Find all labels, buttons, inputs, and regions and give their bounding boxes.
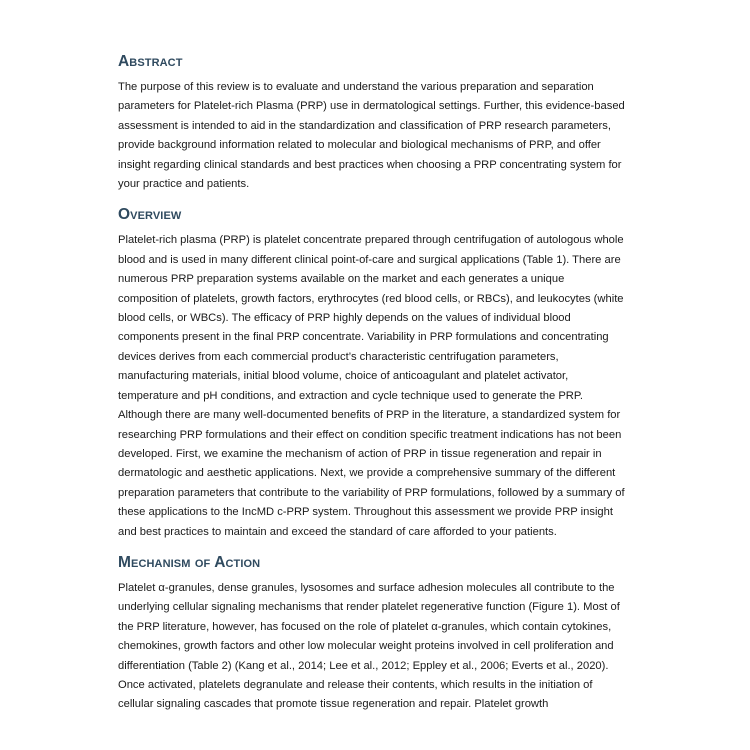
text-line: Once activated, platelets degranulate and release their contents, which results in the initiation of	[118, 678, 593, 691]
text-line: numerous PRP preparation systems available on the market and each generates a unique	[118, 273, 565, 286]
mechanism-section	[118, 553, 638, 715]
text-line: cellular signaling cascades that promote tissue regeneration and repair. Platelet growth	[118, 698, 549, 711]
text-line: The purpose of this review is to evaluate and understand the various preparation and separation	[118, 81, 594, 93]
text-line: parameters for Platelet-rich Plasma (PRP) use in dermatological settings. Further, this evidence-based	[118, 100, 625, 113]
text-line: blood and is used in many different clinical point-of-care and surgical applications (Table 1). There are	[118, 253, 621, 266]
text-line: manufacturing materials, initial blood volume, choice of anticoagulant and platelet activator,	[118, 370, 569, 383]
text-line: these applications to the IncMD c-PRP system. Throughout this assessment we provide PRP insight	[118, 506, 613, 519]
text-line: underlying cellular signaling mechanisms that render platelet regenerative function (Figure 1). Most of	[118, 601, 620, 614]
text-line: differentiation (Table 2) (Kang et al., 2014; Lee et al., 2012; Eppley et al., 2006; Everts et al., 2020).	[118, 659, 609, 672]
text-line: blood cells, or WBCs). The efficacy of PRP highly depends on the values of individual blood	[118, 312, 571, 325]
text-line: chemokines, growth factors and other low molecular weight proteins involved in cell proliferation and	[118, 640, 614, 653]
abstract-paragraph	[118, 78, 638, 194]
text-line: researching PRP formulations and their effect on condition specific treatment indications has not been	[118, 428, 622, 441]
overview-section	[118, 205, 638, 542]
text-line: the PRP literature, however, has focused on the role of platelet α-granules, which contain cytokines,	[118, 620, 612, 633]
mechanism-heading: Mechanism of Action	[118, 553, 261, 571]
abstract-heading: Abstract	[118, 53, 183, 70]
text-line: Platelet-rich plasma (PRP) is platelet concentrate prepared through centrifugation of autologous whole	[118, 234, 624, 247]
text-line: assessment is intended to aid in the standardization and classification of PRP research parameters,	[118, 119, 611, 132]
text-line: insight regarding clinical standards and best practices when choosing a PRP concentrating system for	[118, 158, 622, 171]
text-line: Although there are many well-documented benefits of PRP in the literature, a standardized system for	[118, 409, 621, 422]
document-page	[118, 52, 638, 715]
text-line: provide background information related to molecular and biological mechanisms of PRP, and offer	[118, 139, 601, 152]
overview-heading: Overview	[118, 206, 182, 224]
mechanism-paragraph	[118, 579, 638, 715]
text-line: components present in the final PRP concentrate. Variability in PRP formulations and concentrating	[118, 331, 609, 344]
text-line: devices derives from each commercial product’s characteristic centrifugation parameters,	[118, 350, 559, 363]
text-line: dermatologic and aesthetic applications. Next, we provide a comprehensive summary of the different	[118, 467, 616, 480]
text-line: preparation parameters that contribute to the variability of PRP formulations, followed by a summary of	[118, 486, 625, 499]
text-line: composition of platelets, growth factors, erythrocytes (red blood cells, or RBCs), and leukocytes (white	[118, 292, 624, 305]
text-line: Platelet α-granules, dense granules, lysosomes and surface adhesion molecules all contribute to the	[118, 581, 615, 594]
text-line: developed. First, we examine the mechanism of action of PRP in tissue regeneration and repair in	[118, 447, 602, 460]
text-line: your practice and patients.	[118, 178, 250, 191]
abstract-section	[118, 52, 638, 194]
overview-paragraph	[118, 231, 638, 542]
text-line: and best practices to maintain and exceed the standard of care afforded to your patients.	[118, 525, 557, 538]
text-line: temperature and pH conditions, and extraction and cycle technique used to generate the PRP.	[118, 389, 583, 402]
